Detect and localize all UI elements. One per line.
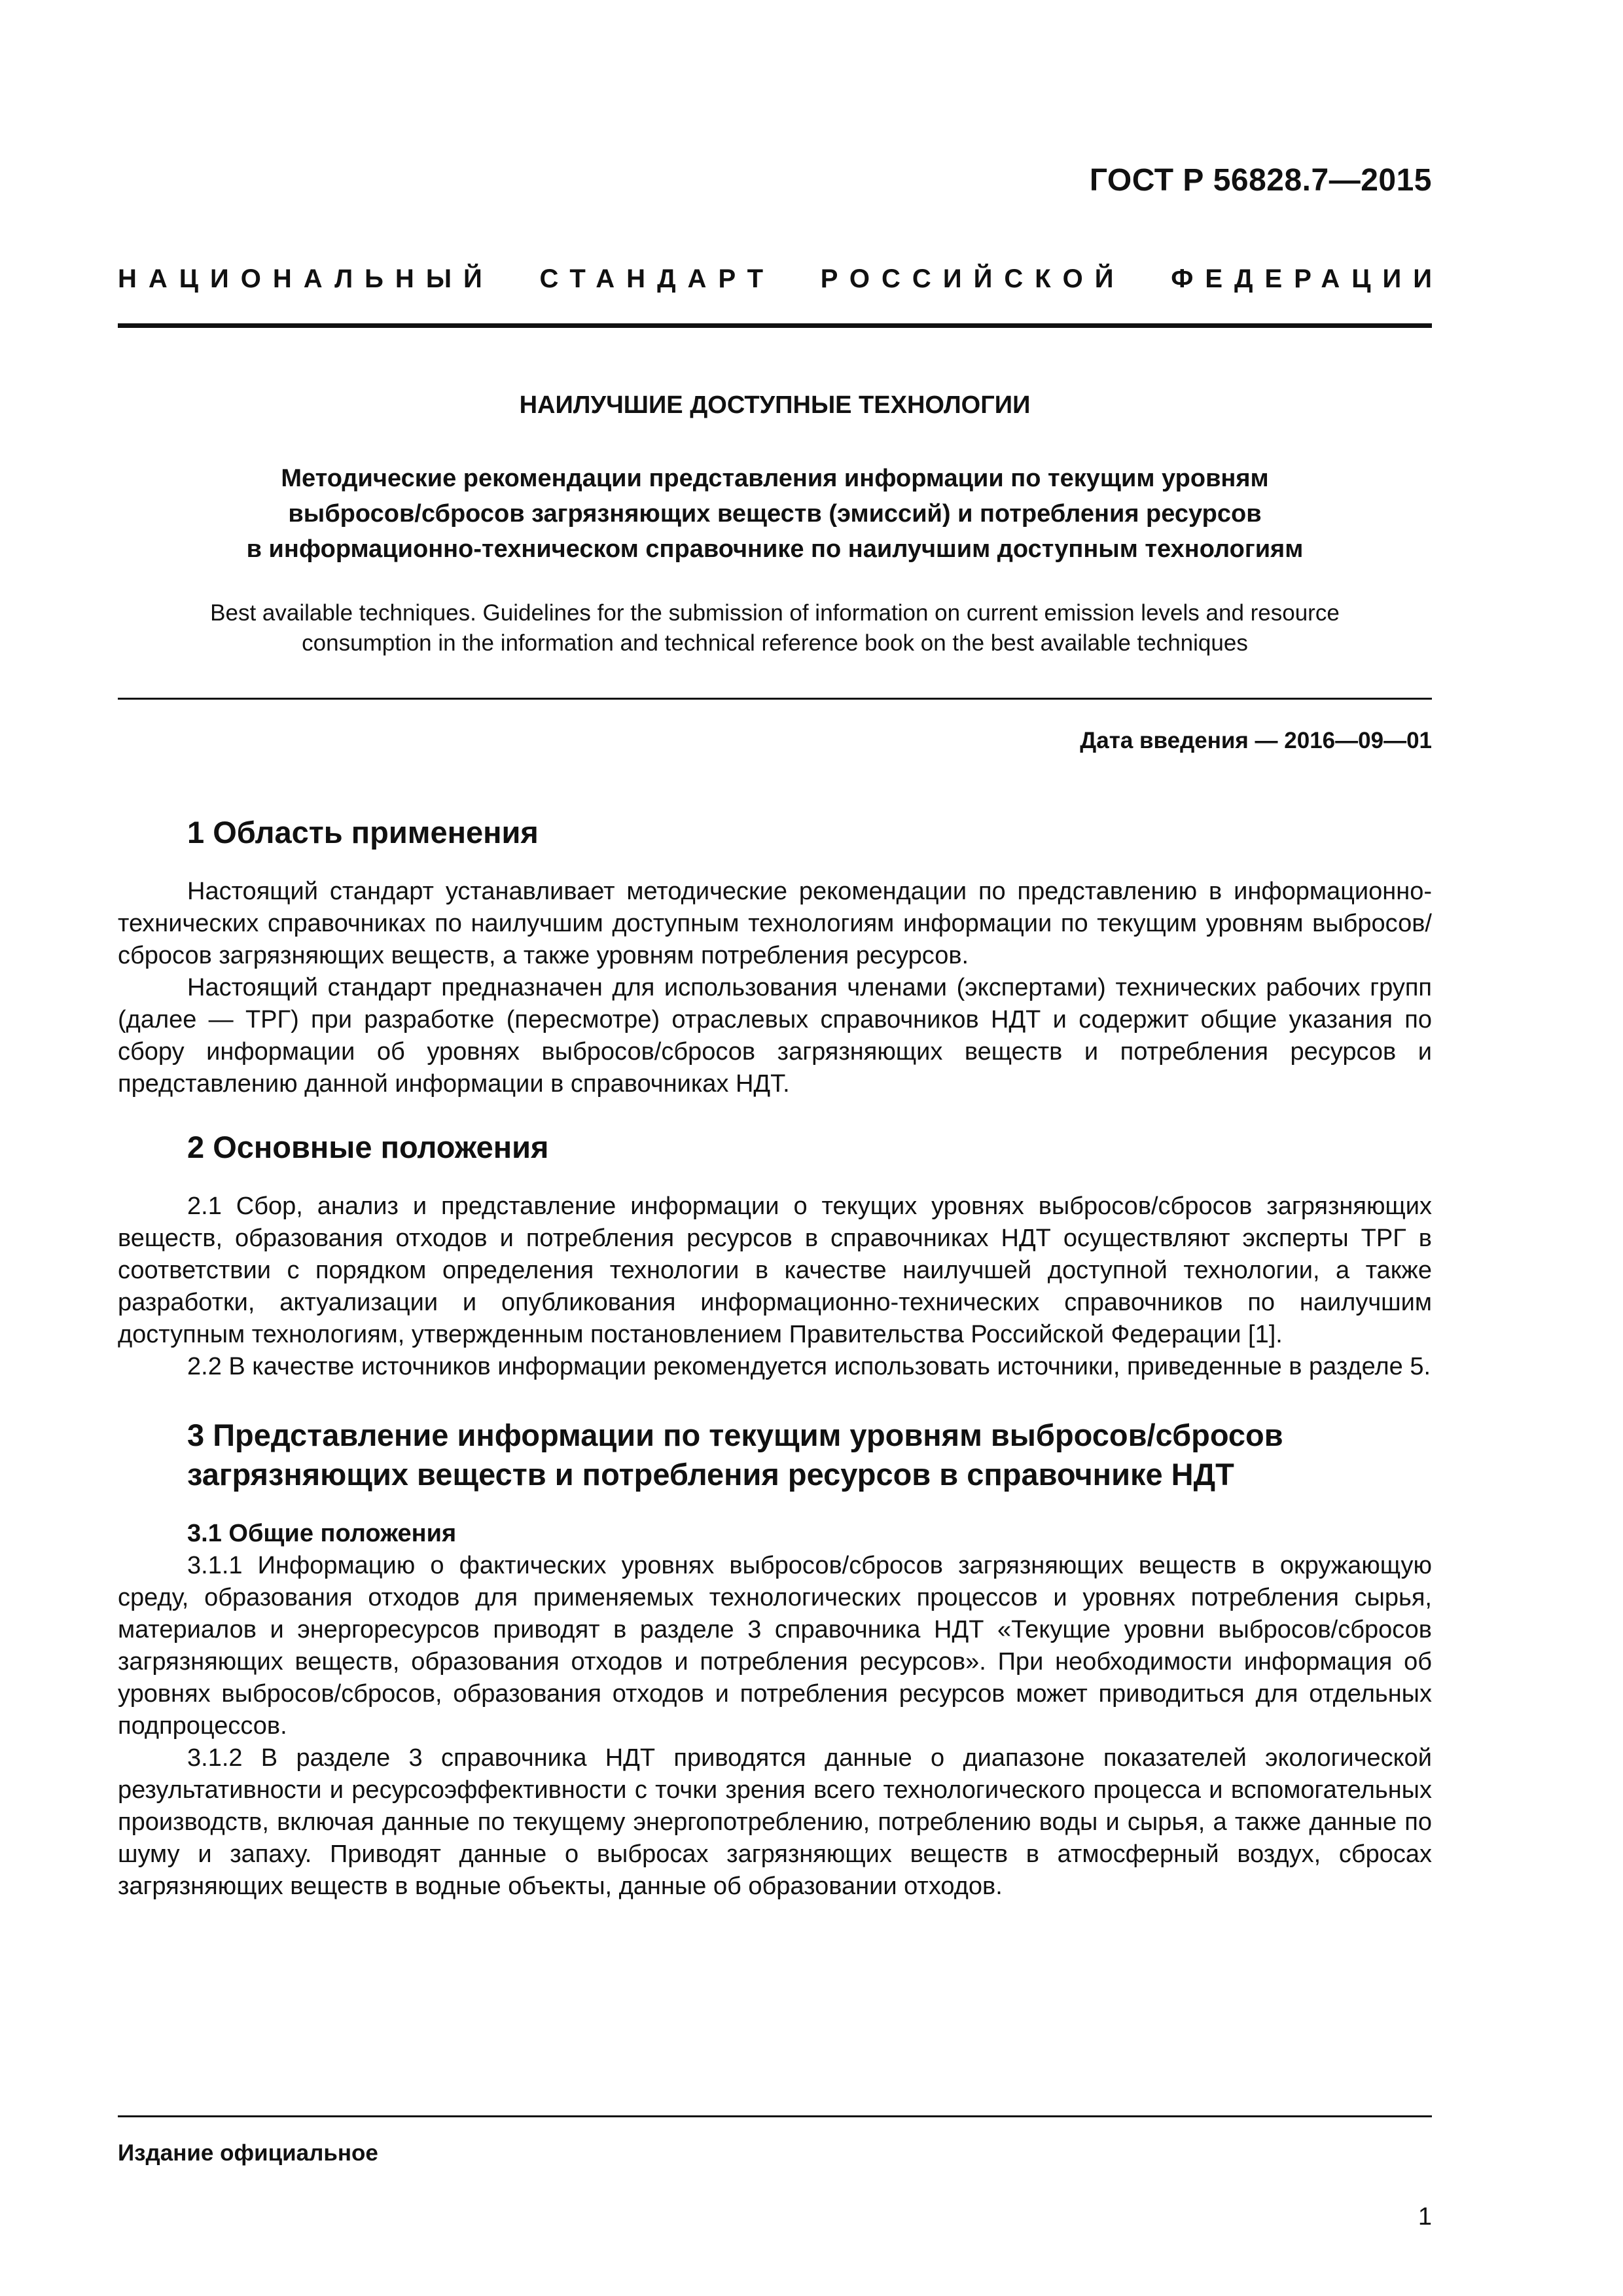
section-2-heading: 2 Основные положения xyxy=(187,1130,549,1164)
subtitle-line: выбросов/сбросов загрязняющих веществ (эмиссий) и потребления ресурсов xyxy=(288,500,1262,528)
introduction-date: Дата введения — 2016—09—01 xyxy=(1080,728,1432,753)
section-3-paragraph: 3.1.1 Информацию о фактических уровнях выбросов/сбросов загрязняющих веществ в окружающую среду, образования отходов для применяемых технологических процессов и уровнях потребления сырья, материалов и энергоресурсов приводят в разделе 3 справочника НДТ «Текущие уровни выбросов/сбросов загрязняющих веществ, образования отходов и потребления ресурсов». При необходимости информация об уровнях выбросов/сбросов, образования отходов и потребления ресурсов может приводиться для отдельных подпроцессов. xyxy=(118,1552,1432,1740)
banner-word: НАЦИОНАЛЬНЫЙ xyxy=(118,264,494,293)
subtitle-line: в информационно-техническом справочнике по наилучшим доступным технологиям xyxy=(246,535,1304,563)
section-3-heading-line: 3 Представление информации по текущим уровням выбросов/сбросов xyxy=(187,1418,1283,1452)
english-title xyxy=(118,598,1432,658)
section-3-paragraph: 3.1.2 В разделе 3 справочника НДТ приводятся данные о диапазоне показателей экологической результативности и ресурсоэффективности с точки зрения всего технологического процесса и вспомогательных производств, включая данные по текущему энергопотреблению, потреблению воды и сырья, а также данные по шуму и запаху. Приводят данные о выбросах загрязняющих веществ в атмосферный воздух, сбросах загрязняющих веществ в водные объекты, данные об образовании отходов. xyxy=(118,1744,1432,1900)
banner-word: ФЕДЕРАЦИИ xyxy=(1171,264,1444,293)
section-1-paragraph: Настоящий стандарт предназначен для использования членами (экспертами) технических рабочих групп (далее — ТРГ) при разработке (пересмотре) отраслевых справочников НДТ и содержит общие указания по сбору информации об уровнях выбросов/сбросов загрязняющих веществ и потребления ресурсов и представлению данной информации в справочниках НДТ. xyxy=(118,974,1432,1098)
document-subtitle xyxy=(118,461,1432,567)
subtitle-line: Методические рекомендации представления информации по текущим уровням xyxy=(281,465,1269,492)
section-2-paragraph: 2.2 В качестве источников информации рекомендуется использовать источники, приведенные в разделе 5. xyxy=(187,1353,1431,1380)
standard-designation: ГОСТ Р 56828.7—2015 xyxy=(1089,163,1432,198)
banner-word: СТАНДАРТ xyxy=(539,264,776,293)
banner-word: РОССИЙСКОЙ xyxy=(820,264,1126,293)
english-title-line: consumption in the information and technical reference book on the best available techniques xyxy=(302,630,1248,656)
english-title-line: Best available techniques. Guidelines for the submission of information on current emission levels and resource xyxy=(210,600,1340,626)
section-3-heading xyxy=(118,1416,1432,1494)
page-number: 1 xyxy=(1418,2203,1432,2231)
section-3-heading-line: загрязняющих веществ и потребления ресурсов в справочнике НДТ xyxy=(187,1457,1234,1492)
edition-label: Издание официальное xyxy=(118,2140,378,2166)
section-1-heading: 1 Область применения xyxy=(187,815,539,850)
section-2-paragraph: 2.1 Сбор, анализ и представление информации о текущих уровнях выбросов/сбросов загрязняющих веществ, образования отходов и потребления ресурсов в справочниках НДТ осуществляют эксперты ТРГ в соответствии с порядком определения технологии в качестве наилучшей доступной технологии, а также разработки, актуализации и опубликования информационно-технических справочников по наилучшим доступным технологиям, утвержденным постановлением Правительства Российской Федерации [1]. xyxy=(118,1193,1432,1348)
document-body xyxy=(118,813,1432,1903)
document-title: НАИЛУЧШИЕ ДОСТУПНЫЕ ТЕХНОЛОГИИ xyxy=(519,391,1031,419)
section-1-paragraph: Настоящий стандарт устанавливает методические рекомендации по представлению в информационно-технических справочниках по наилучшим доступным технологиям информации по текущим уровням выбросов/сбросов загрязняющих веществ, а также уровням потребления ресурсов. xyxy=(118,878,1432,969)
national-standard-banner xyxy=(118,264,1444,294)
title-divider xyxy=(118,698,1432,700)
header-divider xyxy=(118,323,1432,328)
footer-divider xyxy=(118,2115,1432,2117)
subsection-3-1-heading: 3.1 Общие положения xyxy=(187,1520,457,1547)
